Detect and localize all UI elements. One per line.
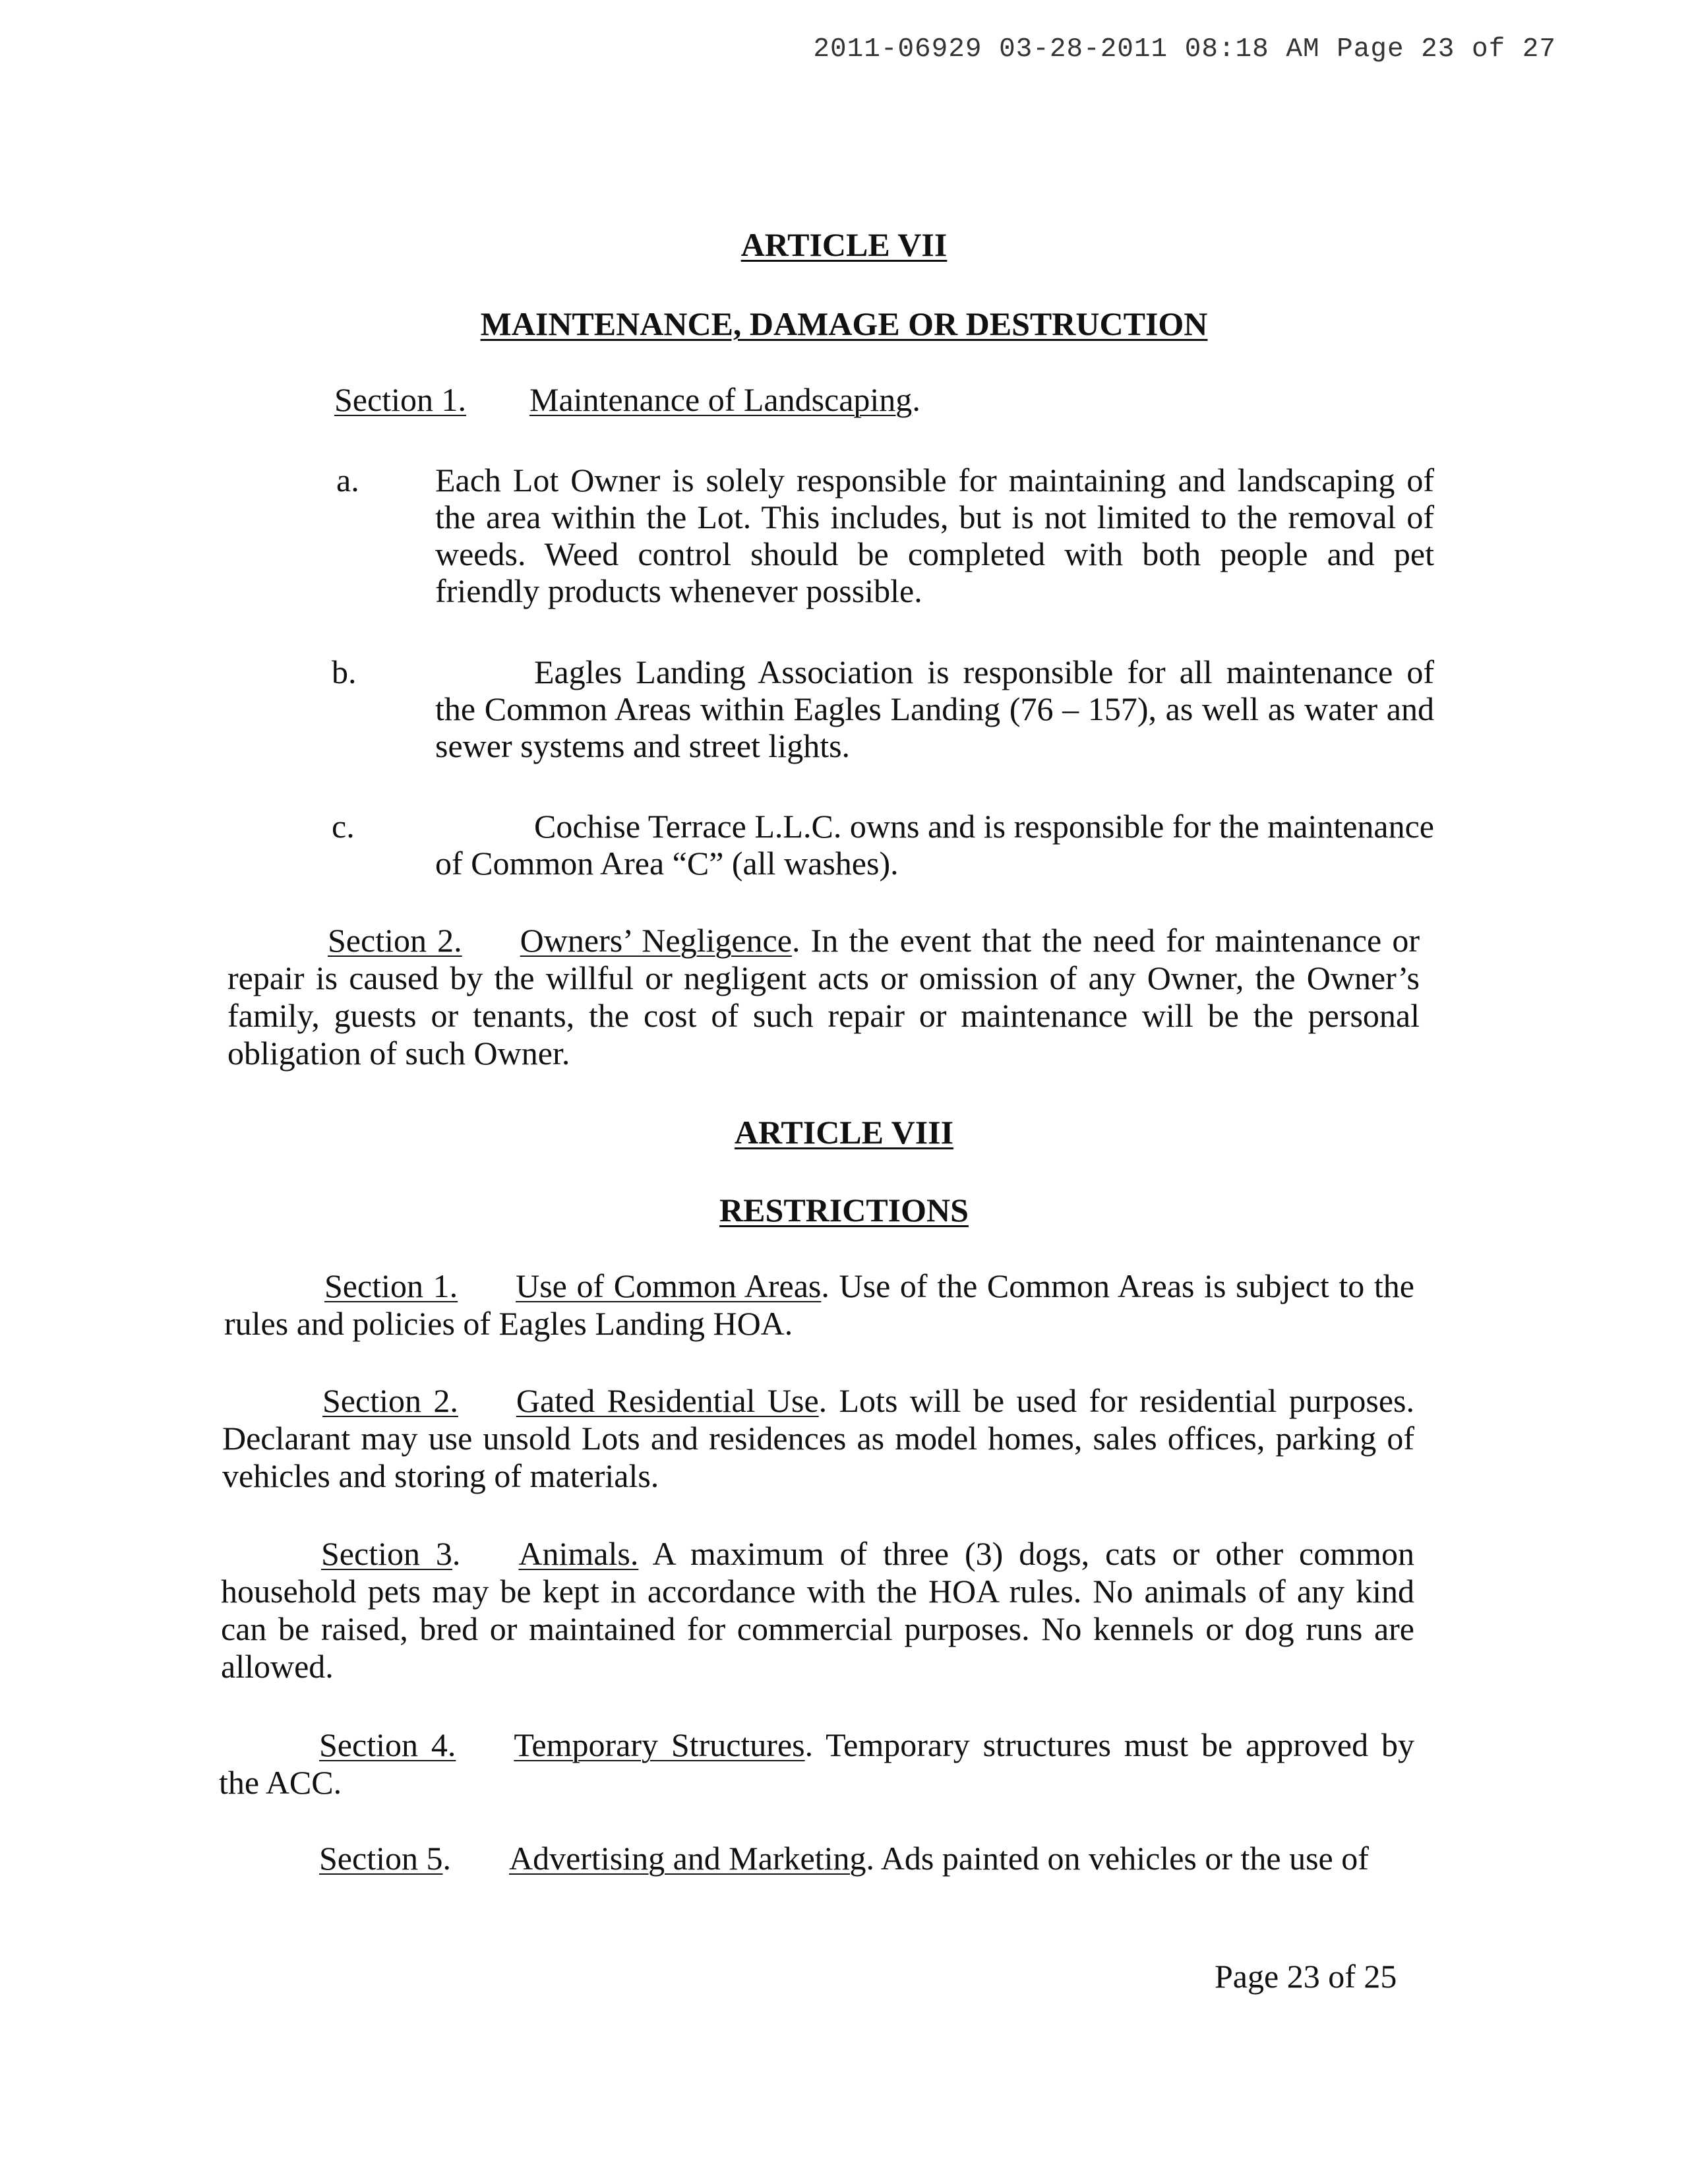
section-title: Use of Common Areas <box>516 1267 822 1304</box>
article-8-section-5: Section 5. Advertising and Marketing. Ads painted on vehicles or the use of <box>319 1840 1369 1877</box>
article-7-title: ARTICLE VII <box>740 226 948 263</box>
list-item-a: Each Lot Owner is solely responsible for maintaining and landscaping of the area within the Lot. This includes, but is not limited to the removal of weeds. Weed control should be completed with both people and pet friendly products whenever possible. <box>435 462 1434 609</box>
article-8-section-4: Section 4. Temporary Structures. Temporary structures must be approved by the ACC. <box>219 1726 1414 1801</box>
section-title: Gated Residential Use <box>516 1382 819 1419</box>
article-7-section-1-heading: Section 1. Maintenance of Landscaping. <box>334 381 920 418</box>
article-7-section-2: Section 2. Owners’ Negligence. In the event that the need for maintenance or repair is caused by the willful or negligent acts or omission of any Owner, the Owner’s family, guests or tenants, the cost of such repair or maintenance will be the personal obligation of such Owner. <box>227 922 1420 1072</box>
section-title: Maintenance of Landscaping <box>529 381 913 418</box>
fax-header: 2011-06929 03-28-2011 08:18 AM Page 23 of 27 <box>813 34 1556 65</box>
section-title: Temporary Structures <box>514 1726 805 1763</box>
section-label: Section 1. <box>324 1267 458 1304</box>
article-8-subtitle: RESTRICTIONS <box>719 1192 969 1228</box>
page-number: Page 23 of 25 <box>1215 1958 1397 1995</box>
section-label: Section 2. <box>322 1382 458 1419</box>
section-title: Advertising and Marketing <box>508 1840 866 1877</box>
article-8-section-2: Section 2. Gated Residential Use. Lots will be used for residential purposes. Declarant may use unsold Lots and residences as model homes, sales offices, parking of vehicles and storing of materials. <box>222 1382 1414 1494</box>
section-label: Section 1. <box>334 381 466 418</box>
section-label: Section 5 <box>319 1840 443 1877</box>
section-title: Animals. <box>518 1535 639 1572</box>
list-letter-b: b. <box>332 653 357 690</box>
list-item-c: Cochise Terrace L.L.C. owns and is responsible for the maintenance of Common Area “C” (all washes). <box>435 808 1434 882</box>
list-letter-a: a. <box>336 462 359 499</box>
list-letter-c: c. <box>332 808 355 845</box>
section-label: Section 4. <box>319 1726 456 1763</box>
list-item-b: Eagles Landing Association is responsible for all maintenance of the Common Areas within Eagles Landing (76 – 157), as well as water and sewer systems and street lights. <box>435 653 1434 764</box>
article-8-section-3: Section 3. Animals. A maximum of three (3) dogs, cats or other common household pets may be kept in accordance with the HOA rules. No animals of any kind can be raised, bred or maintained for commercial purposes. No kennels or dog runs are allowed. <box>221 1535 1415 1685</box>
article-8-title: ARTICLE VIII <box>734 1114 954 1151</box>
section-label: Section 3 <box>321 1535 452 1572</box>
article-8-section-1: Section 1. Use of Common Areas. Use of the Common Areas is subject to the rules and policies of Eagles Landing HOA. <box>224 1267 1414 1342</box>
section-title: Owners’ Negligence <box>520 922 792 959</box>
article-7-subtitle: MAINTENANCE, DAMAGE OR DESTRUCTION <box>480 305 1208 342</box>
section-label: Section 2. <box>328 922 462 959</box>
